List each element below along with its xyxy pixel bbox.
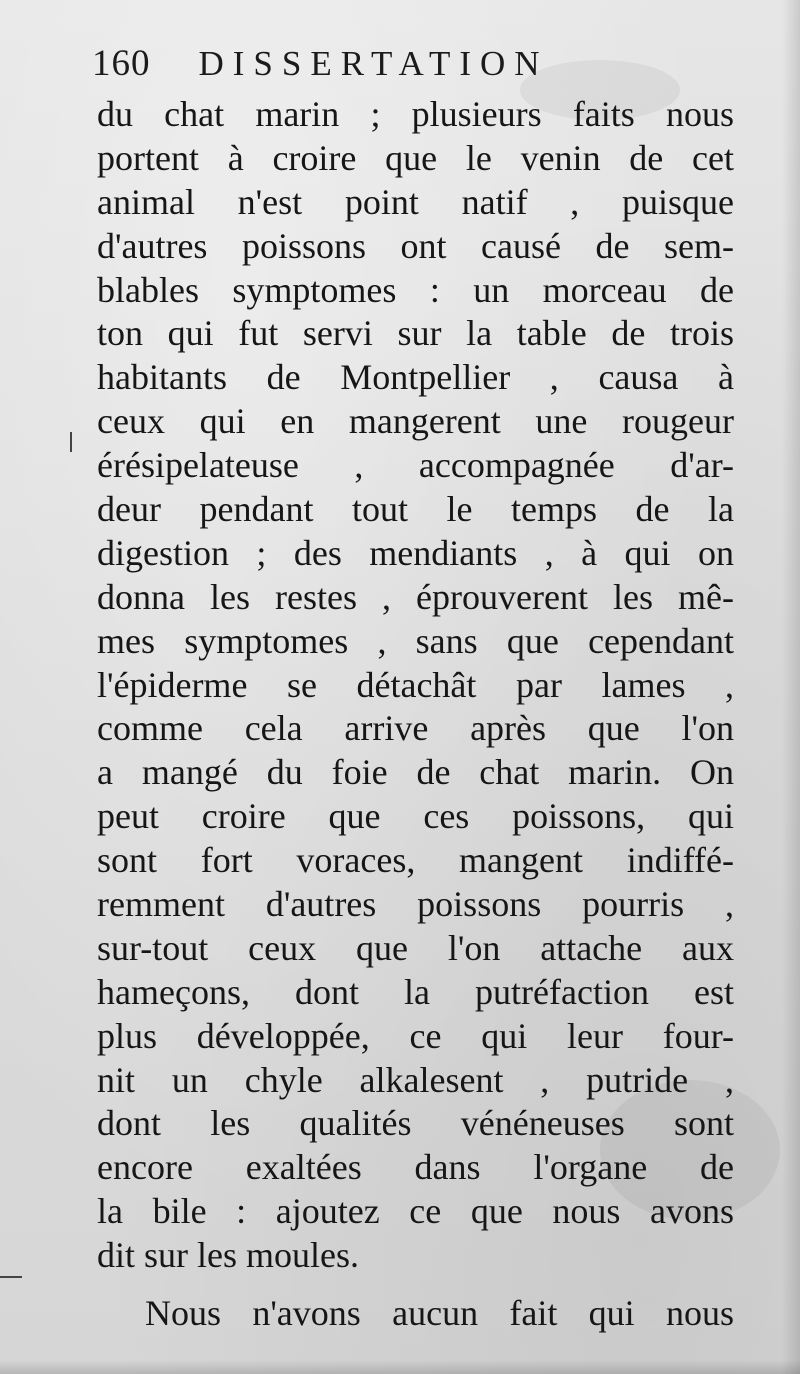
- text-line: érésipelateuse , accompagnée d'ar-: [97, 445, 734, 486]
- margin-mark: [70, 432, 72, 452]
- text-line: blables symptomes : un morceau de: [97, 269, 734, 310]
- text-line: hameçons, dont la putréfaction est: [97, 971, 734, 1012]
- text-line: comme cela arrive après que l'on: [97, 708, 734, 749]
- page-edge-shadow: [782, 0, 800, 1374]
- text-line: du chat marin ; plusieurs faits nous: [97, 94, 734, 134]
- page-number: 160: [92, 43, 151, 84]
- text-line: nit un chyle alkalesent , putride ,: [97, 1059, 734, 1100]
- text-line: la bile : ajoutez ce que nous avons: [97, 1191, 734, 1232]
- text-line: portent à croire que le venin de cet: [97, 137, 734, 178]
- text-line: ton qui fut servi sur la table de trois: [97, 313, 734, 354]
- text-line: l'épiderme se détachât par lames ,: [97, 664, 734, 705]
- text-line: dont les qualités vénéneuses sont: [97, 1103, 734, 1144]
- text-line: sont fort voraces, mangent indiffé-: [97, 840, 734, 881]
- text-line: encore exaltées dans l'organe de: [97, 1147, 734, 1188]
- paragraph: [97, 1292, 734, 1336]
- page-edge-shadow: [0, 1360, 800, 1374]
- running-title: DISSERTATION: [198, 44, 549, 83]
- text-line: donna les restes , éprouverent les mê-: [97, 576, 734, 617]
- text-line: digestion ; des mendiants , à qui on: [97, 532, 734, 573]
- text-line: animal n'est point natif , puisque: [97, 181, 734, 222]
- text-line: deur pendant tout le temps de la: [97, 489, 734, 530]
- text-line: remment d'autres poissons pourris ,: [97, 884, 734, 925]
- body-text: [97, 93, 734, 1336]
- text-line: a mangé du foie de chat marin. On: [97, 752, 734, 793]
- text-line: mes symptomes , sans que cependant: [97, 620, 734, 661]
- text-line: dit sur les moules.: [97, 1235, 359, 1276]
- text-line: peut croire que ces poissons, qui: [97, 796, 734, 837]
- text-line: sur-tout ceux que l'on attache aux: [97, 927, 734, 968]
- text-line: Nous n'avons aucun fait qui nous: [145, 1293, 734, 1334]
- text-line: d'autres poissons ont causé de sem-: [97, 225, 734, 266]
- paragraph: [97, 93, 734, 1278]
- text-line: ceux qui en mangerent une rougeur: [97, 401, 734, 442]
- margin-mark: [0, 1276, 22, 1278]
- paragraph-gap: [97, 1278, 734, 1292]
- text-line: plus développée, ce qui leur four-: [97, 1015, 734, 1056]
- text-line: habitants de Montpellier , causa à: [97, 357, 734, 398]
